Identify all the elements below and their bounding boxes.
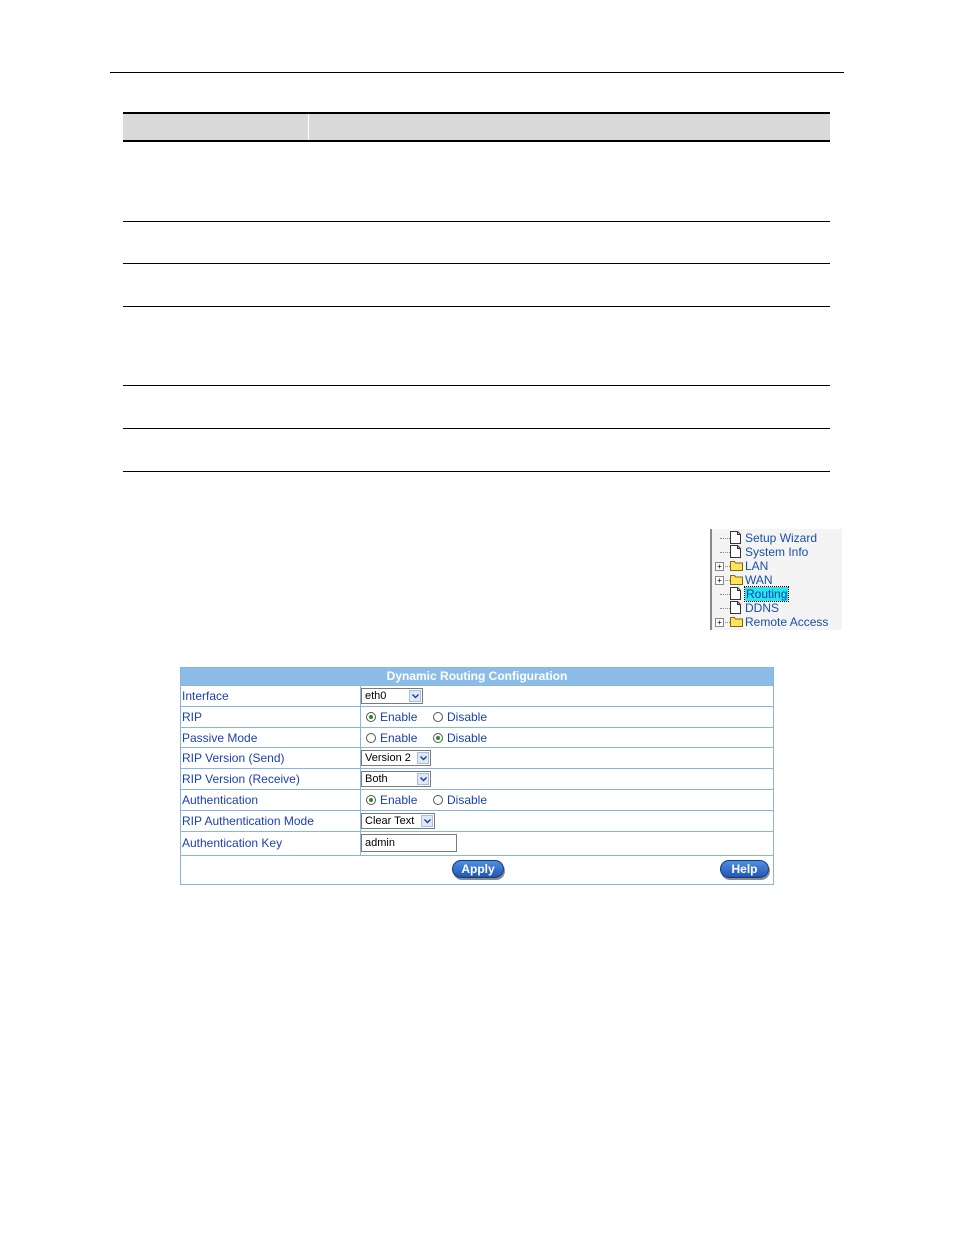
chevron-down-icon: [417, 773, 429, 785]
tree-item-ddns[interactable]: DDNS: [710, 601, 842, 615]
document-table-row-divider: [123, 306, 830, 307]
authentication-key-label: Authentication Key: [182, 832, 361, 855]
document-table-row-divider: [123, 263, 830, 264]
passive-mode-enable-label: Enable: [380, 731, 418, 745]
page-header-rule: [110, 72, 844, 73]
navigation-tree: [710, 529, 842, 630]
rip-version-receive-select[interactable]: Both: [361, 771, 431, 787]
authentication-key-input[interactable]: admin: [361, 834, 457, 852]
apply-button[interactable]: Apply: [452, 860, 504, 878]
rip-row: [181, 706, 773, 727]
tree-item-system-info[interactable]: System Info: [710, 545, 842, 559]
rip-auth-mode-select[interactable]: Clear Text: [361, 813, 435, 829]
chevron-down-icon: [409, 690, 421, 702]
dynamic-routing-panel: [180, 667, 774, 885]
rip-enable-label: Enable: [380, 710, 418, 724]
passive-mode-disable-label: Disable: [447, 731, 488, 745]
document-table-row-divider: [123, 385, 830, 386]
authentication-enable-label: Enable: [380, 793, 418, 807]
rip-enable-radio[interactable]: [366, 712, 376, 722]
rip-auth-mode-label: RIP Authentication Mode: [182, 811, 361, 831]
passive-mode-label: Passive Mode: [182, 728, 361, 747]
page-icon: [730, 601, 741, 614]
passive-mode-disable-radio[interactable]: [433, 733, 443, 743]
panel-title: Dynamic Routing Configuration: [181, 668, 773, 685]
rip-version-receive-label: RIP Version (Receive): [182, 769, 361, 789]
folder-icon: [730, 616, 743, 627]
passive-mode-row: [181, 727, 773, 747]
page-icon: [730, 587, 741, 600]
tree-item-wan[interactable]: + WAN: [710, 573, 842, 587]
rip-version-send-select[interactable]: Version 2: [361, 750, 431, 766]
folder-icon: [730, 574, 743, 585]
rip-disable-radio[interactable]: [433, 712, 443, 722]
page-icon: [730, 545, 741, 558]
authentication-disable-label: Disable: [447, 793, 488, 807]
authentication-row: [181, 789, 773, 810]
expand-plus-icon[interactable]: +: [715, 618, 724, 627]
chevron-down-icon: [417, 752, 429, 764]
authentication-enable-radio[interactable]: [366, 795, 376, 805]
help-button[interactable]: Help: [720, 860, 769, 878]
rip-version-send-row: [181, 747, 773, 768]
tree-item-routing[interactable]: Routing: [710, 587, 842, 601]
document-table-row-divider: [123, 471, 830, 472]
tree-item-setup-wizard[interactable]: Setup Wizard: [710, 531, 842, 545]
folder-icon: [730, 560, 743, 571]
document-table-header: [123, 112, 830, 142]
page-icon: [730, 531, 741, 544]
expand-plus-icon[interactable]: +: [715, 562, 724, 571]
rip-label: RIP: [182, 707, 361, 727]
authentication-key-row: [181, 831, 773, 855]
rip-version-receive-row: [181, 768, 773, 789]
passive-mode-enable-radio[interactable]: [366, 733, 376, 743]
rip-version-send-label: RIP Version (Send): [182, 748, 361, 768]
button-row: [181, 855, 773, 884]
authentication-label: Authentication: [182, 790, 361, 810]
chevron-down-icon: [421, 815, 433, 827]
rip-disable-label: Disable: [447, 710, 488, 724]
expand-plus-icon[interactable]: +: [715, 576, 724, 585]
interface-select[interactable]: eth0: [361, 688, 423, 704]
interface-label: Interface: [182, 686, 361, 706]
tree-item-lan[interactable]: + LAN: [710, 559, 842, 573]
interface-row: [181, 685, 773, 706]
authentication-disable-radio[interactable]: [433, 795, 443, 805]
document-table-row-divider: [123, 428, 830, 429]
tree-item-remote-access[interactable]: + Remote Access: [710, 615, 842, 629]
document-table-row-divider: [123, 221, 830, 222]
rip-auth-mode-row: [181, 810, 773, 831]
